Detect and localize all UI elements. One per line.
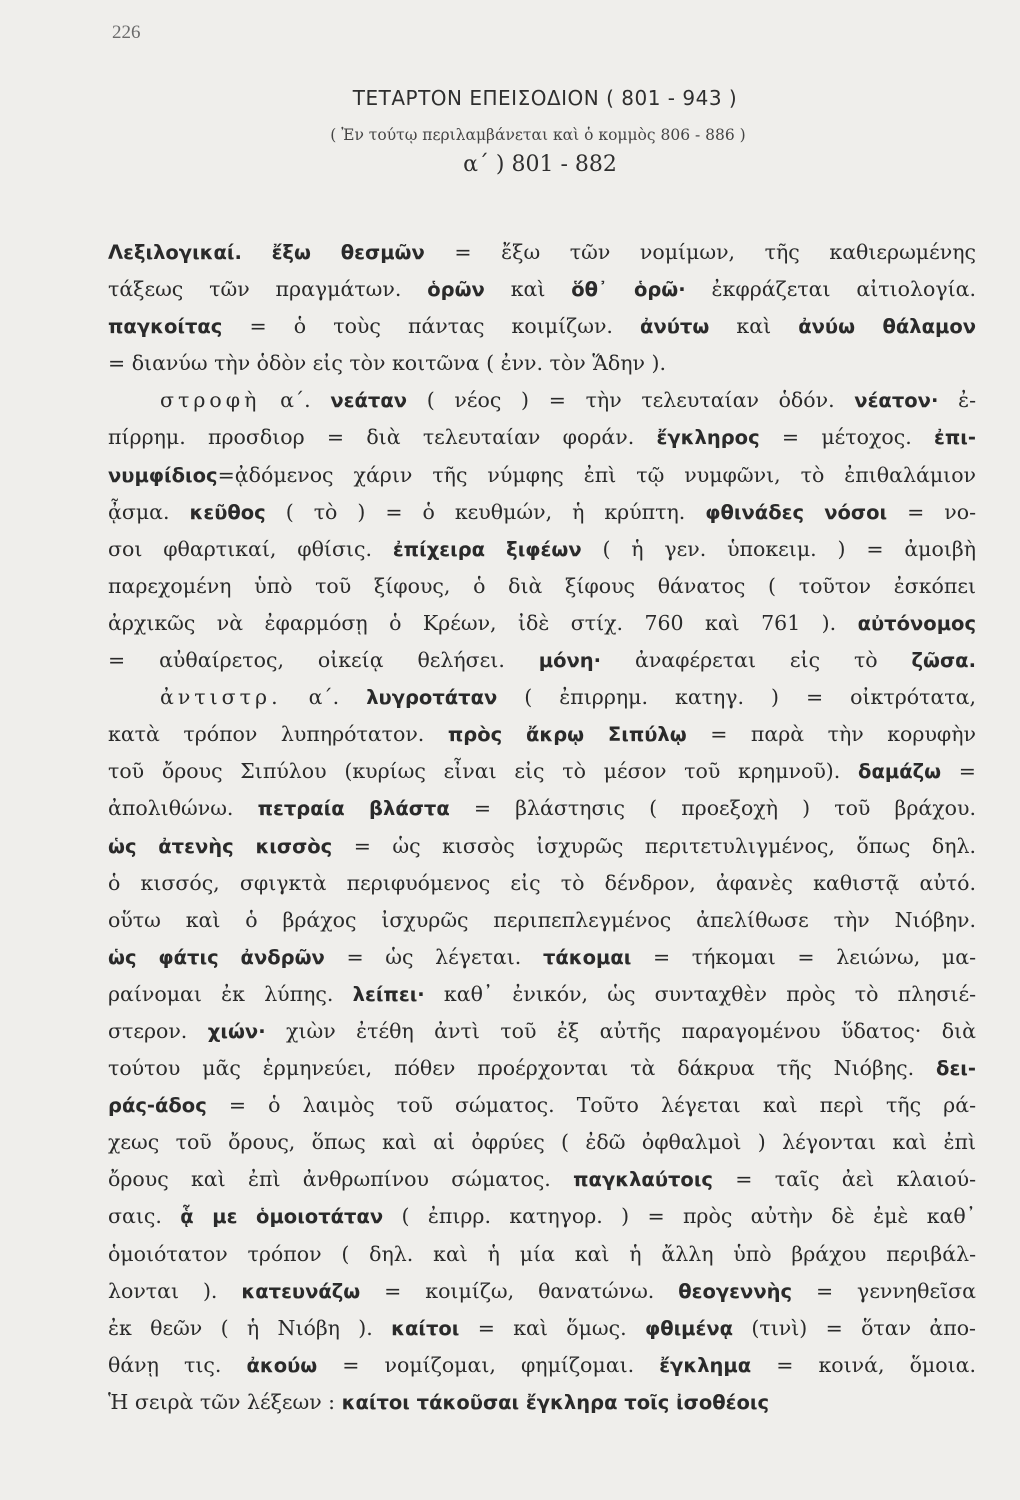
headword: τάκομαι [542, 945, 632, 969]
headword: ἔξω θεσμῶν [271, 241, 425, 264]
text-segment: ( ἡ γεν. ὑποκειμ. ) = ἀμοιβὴ [581, 536, 977, 561]
headword: φθιμένᾳ [644, 1316, 734, 1340]
text-line [108, 865, 976, 902]
text-line [108, 1013, 976, 1050]
headword: ἀνύω θάλαμον [798, 315, 976, 339]
text-segment: σοι φθαρτικαί, φθίσις. [108, 536, 393, 561]
text-segment: (τινὶ) = ὅταν ἀπο- [733, 1315, 976, 1340]
headword: νεάταν [330, 389, 408, 413]
text-line [108, 1050, 976, 1087]
text-line [108, 1347, 976, 1384]
headword: πετραία βλάστα [257, 797, 450, 821]
text-segment: = νομίζομαι, φημίζομαι. [317, 1352, 660, 1377]
text-segment: ἀπολιθώνω. [108, 796, 258, 821]
text-line [108, 1087, 976, 1124]
headword: παγκοίτας [108, 315, 223, 339]
text-segment: ( ἐπιρρημ. κατηγ. ) = οἰκτρότατα, [497, 685, 976, 710]
text-line [108, 976, 976, 1013]
text-line [108, 308, 976, 345]
text-segment: =ᾀδόμενος χάριν τῆς νύμφης ἐπὶ τῷ νυμφῶνι, τὸ ἐπιθαλάμιον [217, 462, 976, 487]
text-segment: ὄρους καὶ ἐπὶ ἀνθρωπίνου σώματος. [108, 1167, 574, 1192]
headword: κατευνάζω [241, 1279, 361, 1303]
text-segment: ἀναφέρεται εἰς τὸ [601, 648, 912, 673]
text-segment: ( νέος ) = τὴν τελευταίαν ὁδόν. [407, 388, 855, 413]
text-segment: = τήκομαι = λειώνω, μα- [631, 944, 976, 969]
headword: ἀκούω [246, 1353, 318, 1377]
section-title: α΄ ) 801 - 882 [463, 152, 617, 177]
headword: πρὸς ἄκρῳ Σιπύλῳ [447, 723, 687, 747]
text-segment: καθ᾽ ἐνικόν, ὡς συνταχθὲν πρὸς τὸ πλησιέ- [424, 981, 976, 1006]
text-line [108, 382, 976, 419]
text-line [108, 902, 976, 939]
text-segment: λονται ). [108, 1278, 242, 1303]
headword: ὁρῶν [427, 278, 485, 302]
text-segment: τούτου μᾶς ἑρμηνεύει, πόθεν προέρχονται τὰ δάκρυα τῆς Νιόβης. [108, 1056, 937, 1081]
text-line [108, 1124, 976, 1161]
headword: χιών· [207, 1019, 266, 1043]
text-segment: ἐκ θεῶν ( ἡ Νιόβη ). [108, 1315, 392, 1340]
text-segment: = αὐθαίρετος, οἰκείᾳ θελήσει. [108, 648, 539, 673]
text-line [108, 271, 976, 308]
text-segment: τάξεως τῶν πραγμάτων. [108, 277, 428, 302]
text-segment: = βλάστησις ( προεξοχὴ ) τοῦ βράχου. [449, 796, 976, 821]
headword: ὡς ἀτενὴς κισσὸς [108, 834, 333, 858]
text-line [108, 1236, 976, 1273]
chapter-note: ( Ἐν τούτῳ περιλαμβάνεται καὶ ὁ κομμὸς 806 - 886 ) [330, 126, 746, 144]
headword: ἐπίχειρα ξιφέων [392, 537, 582, 561]
headword: ράς-άδος [108, 1094, 207, 1118]
text-segment: χιὼν ἐτέθη ἀντὶ τοῦ ἐξ αὐτῆς παραγομένου ὕδατος· διὰ [265, 1018, 976, 1043]
text-segment: θάνῃ τις. [108, 1352, 247, 1377]
text-segment: = [941, 759, 976, 784]
text-segment: σαις. [108, 1204, 181, 1229]
header-block [0, 86, 1020, 177]
headword: κεῦθος [189, 500, 266, 524]
text-line [108, 1161, 976, 1198]
headword: Λεξιλογικαί. [108, 241, 242, 264]
text-segment: = γεννηθεῖσα [792, 1278, 976, 1303]
text-line [108, 828, 976, 865]
text-line [108, 1384, 976, 1421]
text-line [108, 568, 976, 605]
headword: λυγροτάταν [366, 686, 498, 710]
headword: λείπει· [352, 982, 425, 1006]
headword: ὡς φάτις ἀνδρῶν [108, 945, 325, 969]
page-number: 226 [112, 22, 141, 43]
text-line [108, 234, 976, 271]
headword: αὐτόνομος [857, 611, 976, 635]
headword: ᾇ με ὁμοιοτάταν [180, 1205, 384, 1229]
headword: νυμφίδιος [108, 463, 218, 487]
headword: ζῶσα. [911, 649, 976, 673]
text-segment: ραίνομαι ἐκ λύπης. [108, 981, 353, 1006]
headword: ἐπι- [934, 426, 976, 450]
text-segment: = ὁ τοὺς πάντας κοιμίζων. [222, 314, 641, 339]
headword: καίτοι τάκοῦσαι ἔγκληρα τοῖς ἰσοθέοις [341, 1390, 770, 1414]
text-segment: ὁμοιότατον τρόπον ( δηλ. καὶ ἡ μία καὶ ἡ ἄλλη ὑπὸ βράχου περιβάλ- [108, 1241, 976, 1266]
text-line [108, 345, 976, 382]
text-segment: α΄. [281, 685, 367, 710]
text-segment: τοῦ ὄρους Σιπύλου (κυρίως εἶναι εἰς τὸ μέσον τοῦ κρημνοῦ). [108, 759, 859, 784]
text-segment: ἀρχικῶς νὰ ἐφαρμόσῃ ὁ Κρέων, ἰδὲ στίχ. 760 καὶ 761 ). [108, 610, 858, 635]
text-segment: ἐκφράζεται αἰτιολογία. [685, 277, 977, 302]
text-segment [242, 240, 272, 264]
headword: φθινάδες νόσοι [705, 500, 888, 524]
chapter-title: ΤΕΤΑΡΤΟΝ ΕΠΕΙΣΟΔΙΟΝ ( 801 - 943 ) [352, 86, 738, 110]
headword: καίτοι [391, 1316, 460, 1340]
text-segment: ἐ- [938, 388, 976, 413]
text-segment: = κοινά, ὅμοια. [751, 1352, 976, 1377]
text-line [108, 457, 976, 494]
text-segment: = ὁ λαιμὸς τοῦ σώματος. Τοῦτο λέγεται καὶ περὶ τῆς ρά- [206, 1093, 976, 1118]
text-line [108, 1273, 976, 1310]
text-segment: Ἡ σειρὰ τῶν λέξεων : [108, 1389, 342, 1414]
headword: ἔγκληρος [656, 426, 760, 450]
headword: ἀνύτω [640, 315, 710, 339]
text-segment: = ταῖς ἀεὶ κλαιού- [713, 1167, 976, 1192]
text-line [108, 419, 976, 456]
text-segment: = μέτοχος. [759, 425, 934, 450]
headword: μόνη· [538, 649, 602, 673]
text-segment: ( ἐπιρρ. κατηγορ. ) = πρὸς αὐτὴν δὲ ἐμὲ καθ᾽ [383, 1204, 976, 1229]
headword: νέατον· [854, 389, 939, 413]
headword: δαμάζω [858, 760, 942, 784]
text-segment: ἀντιστρ. [160, 685, 282, 710]
text-segment: παρεχομένη ὑπὸ τοῦ ξίφους, ὁ διὰ ξίφους θάνατος ( τοῦτον ἐσκόπει [108, 573, 976, 598]
text-segment: χεως τοῦ ὄρους, ὅπως καὶ αἱ ὀφρύες ( ἐδῶ ὀφθαλμοὶ ) λέγονται καὶ ἐπὶ [108, 1130, 976, 1155]
text-line [108, 1310, 976, 1347]
glossary-text [108, 234, 976, 1421]
headword: ἔγκλημα [659, 1353, 752, 1377]
text-line [108, 753, 976, 790]
text-segment: ὁ κισσός, σφιγκτὰ περιφυόμενος εἰς τὸ δένδρον, ἀφανὲς καθιστᾷ αὐτό. [108, 870, 976, 895]
text-segment: καὶ [709, 314, 799, 339]
text-segment: = κοιμίζω, θανατώνω. [360, 1278, 679, 1303]
headword: ὅθ᾽ ὁρῶ· [571, 278, 686, 302]
text-line [108, 642, 976, 679]
text-segment: στερον. [108, 1018, 208, 1043]
text-segment: = παρὰ τὴν κορυφὴν [686, 722, 977, 747]
text-line [108, 605, 976, 642]
text-line [108, 679, 976, 716]
text-segment: = καὶ ὅμως. [459, 1315, 645, 1340]
headword: θεογεννὴς [678, 1279, 793, 1303]
headword: δει- [936, 1057, 976, 1081]
text-segment: καὶ [484, 277, 572, 302]
text-segment: = ὡς κισσὸς ἰσχυρῶς περιτετυλιγμένος, ὅπως δηλ. [332, 833, 976, 858]
text-segment: ( τὸ ) = ὁ κευθμών, ἡ κρύπτη. [265, 499, 706, 524]
text-segment: = νο- [887, 499, 976, 524]
text-line [108, 790, 976, 827]
text-segment: = διανύω τὴν ὁδὸν εἰς τὸν κοιτῶνα ( ἐνν. τὸν Ἅδην ). [108, 351, 666, 376]
text-line [108, 716, 976, 753]
headword: παγκλαύτοις [573, 1168, 713, 1192]
text-segment: στροφὴ [160, 388, 261, 413]
text-segment: οὕτω καὶ ὁ βράχος ἰσχυρῶς περιπεπλεγμένος ἀπελίθωσε τὴν Νιόβην. [108, 907, 976, 932]
text-segment: πίρρημ. προσδιορ = διὰ τελευταίαν φοράν. [108, 425, 657, 450]
text-line [108, 1198, 976, 1235]
text-line [108, 939, 976, 976]
text-segment: κατὰ τρόπον λυπηρότατον. [108, 722, 448, 747]
text-segment: = ἔξω τῶν νομίμων, τῆς καθιερωμένης [424, 240, 976, 264]
text-segment: ᾆσμα. [108, 499, 190, 524]
text-segment: = ὡς λέγεται. [324, 944, 543, 969]
text-line [108, 494, 976, 531]
text-segment: α΄. [260, 388, 331, 413]
text-line [108, 531, 976, 568]
